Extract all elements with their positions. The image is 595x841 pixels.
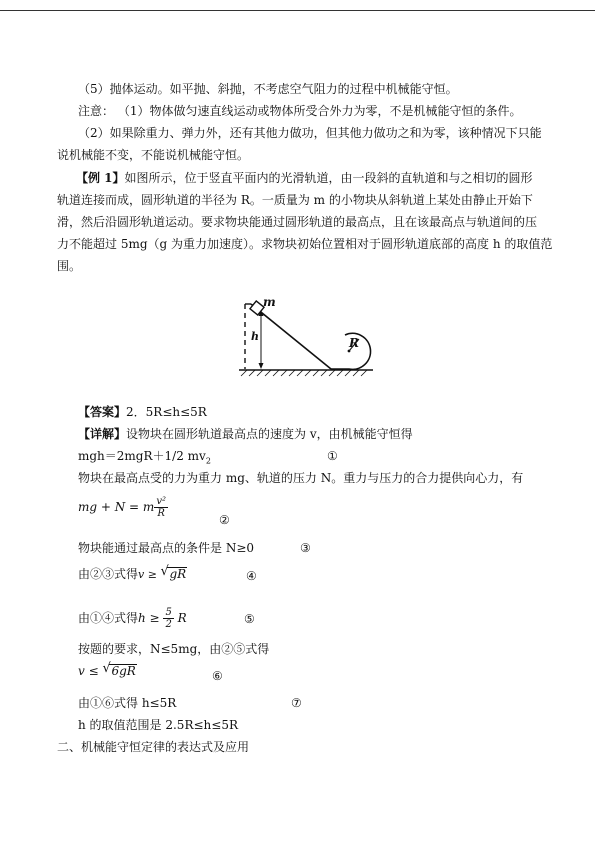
ground-hatch	[241, 370, 367, 376]
header-rule	[0, 10, 595, 11]
equation-5-rhs: R	[173, 611, 187, 625]
range-text: h 的取值范围是 2.5R≤h≤5R	[78, 718, 238, 732]
label-m: m	[263, 296, 276, 309]
incline-track	[251, 304, 331, 369]
equation-5-fraction	[163, 607, 173, 630]
equation-4-sqrt: √ gR	[160, 564, 187, 581]
from-1-4: 由①④式得	[78, 611, 139, 625]
example-line-4: 力不能超过 5mg（g 为重力加速度）。求物块初始位置相对于圆形轨道底部的高度 h 的取值范	[57, 237, 553, 251]
example-label: 【例 1】	[76, 171, 125, 185]
marker-6: ⑥	[212, 669, 223, 683]
label-h: h	[251, 330, 259, 343]
equation-5-denominator: 2	[165, 619, 172, 630]
note-line-2: （2）如果除重力、弹力外，还有其他力做功，但其他力做功之和为零，该种情况下只能	[78, 126, 542, 140]
detail-label: 【详解】	[78, 427, 127, 441]
force-text: 物块在最高点受的力为重力 mg、轨道的压力 N。重力与压力的合力提供向心力，有	[78, 471, 524, 485]
equation-5-lhs: h ≥	[138, 611, 164, 625]
equation-1-sub: 2	[205, 456, 211, 466]
marker-4: ④	[246, 569, 257, 583]
equation-2-fraction	[154, 496, 168, 519]
requirement-text: 按题的要求，N≤5mg，由②⑤式得	[78, 642, 270, 656]
para-projectile-motion: （5）抛体运动。如平抛、斜抛，不考虑空气阻力的过程中机械能守恒。	[78, 82, 458, 96]
example-line-1	[76, 171, 533, 185]
equation-5-line	[78, 606, 187, 630]
equation-4-lhs: v ≥	[138, 568, 161, 581]
equation-6-lhs: v ≤	[78, 664, 103, 678]
example-line-3: 滑，然后沿圆形轨道运动。要求物块能通过圆形轨道的最高点，且在该最高点与轨道间的压	[57, 215, 538, 229]
equation-1-text: mgh＝2mgR＋1/2 mv	[78, 449, 206, 463]
equation-2-lhs: mg + N = m	[78, 500, 155, 514]
detail-line	[78, 427, 413, 441]
answer-line	[78, 405, 207, 419]
track-diagram	[239, 296, 373, 378]
height-arrow-down-head	[259, 363, 264, 369]
equation-6-radicand: 6gR	[111, 664, 136, 678]
answer-label: 【答案】	[78, 405, 127, 419]
equation-4-line	[78, 564, 187, 582]
from-1-6: 由①⑥式得 h≤5R	[78, 696, 177, 710]
equation-2-numerator: v²	[156, 496, 166, 507]
from-2-3: 由②③式得	[78, 567, 139, 581]
equation-6-sqrt: √ 6gR	[102, 661, 136, 678]
equation-2	[78, 495, 168, 519]
example-text-1: 如图所示，位于竖直平面内的光滑轨道，由一段斜的直轨道和与之相切的圆形	[124, 171, 533, 185]
equation-5-numerator: 5	[165, 607, 172, 618]
example-line-2: 轨道连接而成，圆形轨道的半径为 R。一质量为 m 的小物块从斜轨道上某处由静止开始下	[57, 193, 533, 207]
marker-5: ⑤	[244, 612, 255, 626]
marker-7: ⑦	[291, 696, 302, 710]
condition-text: 物块能通过最高点的条件是 N≥0	[78, 541, 255, 555]
note-line-1: 注意： （1）物体做匀速直线运动或物体所受合外力为零，不是机械能守恒的条件。	[78, 104, 522, 118]
section-2-heading: 二、机械能守恒定律的表达式及应用	[57, 740, 250, 754]
marker-2: ②	[219, 513, 230, 527]
equation-2-denominator: R	[157, 508, 165, 519]
marker-1: ①	[327, 449, 338, 463]
marker-3: ③	[300, 541, 311, 555]
answer-text: 2．5R≤h≤5R	[126, 405, 207, 419]
note-line-3: 说机械能不变，不能说机械能守恒。	[57, 148, 250, 162]
equation-1	[78, 449, 211, 468]
example-line-5: 围。	[57, 259, 82, 273]
equation-6-line	[78, 661, 136, 678]
equation-4-radicand: gR	[169, 567, 187, 581]
detail-intro: 设物块在圆形轨道最高点的速度为 v，由机械能守恒得	[126, 427, 413, 441]
loop-center	[348, 350, 351, 353]
label-R: R	[349, 336, 359, 350]
